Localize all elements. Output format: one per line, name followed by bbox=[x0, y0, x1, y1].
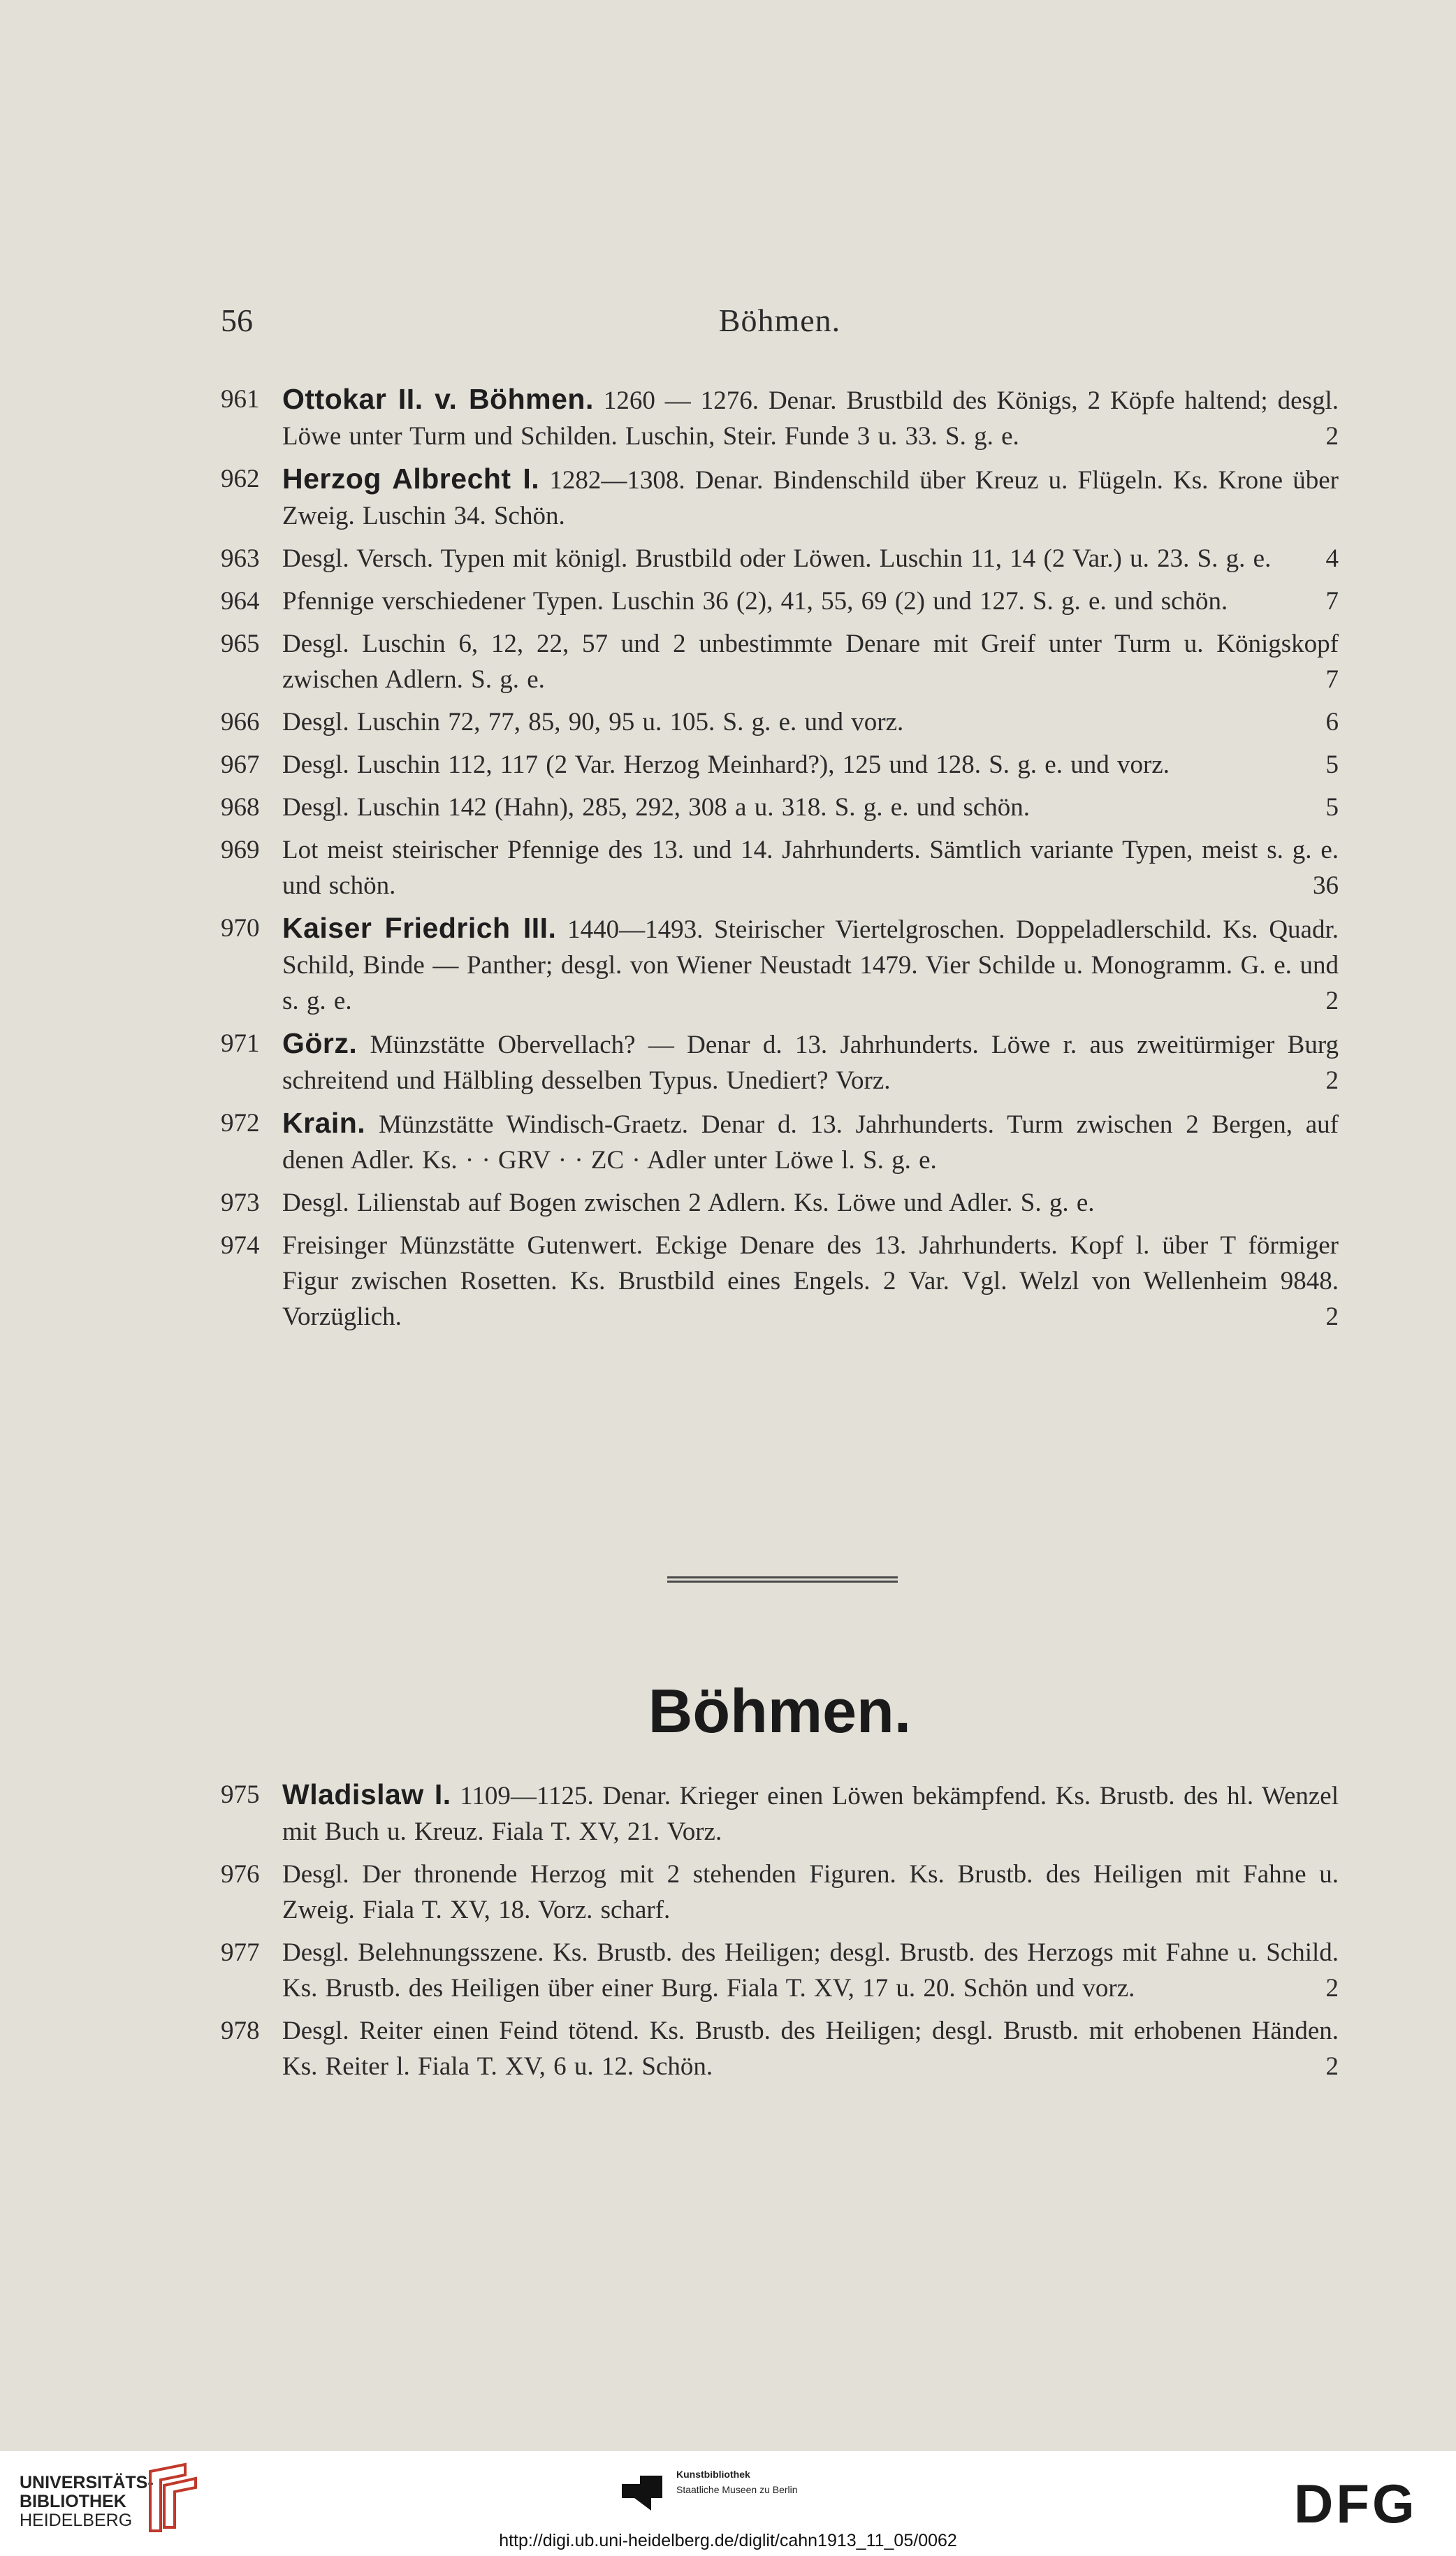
catalog-entry bbox=[221, 541, 1339, 576]
entry-description: 1109—1125. Denar. Krieger einen Löwen bekämpfend. Ks. Brustb. des hl. Wenzel mit Buch u. Kreuz. Fiala T. XV, 21. Vorz. bbox=[282, 1782, 1339, 1846]
entry-price: 5 bbox=[1325, 750, 1339, 779]
catalog-entry bbox=[221, 1185, 1339, 1221]
entry-description: Desgl. Luschin 142 (Hahn), 285, 292, 308 a u. 318. S. g. e. und schön. bbox=[282, 793, 1031, 822]
university-library-logo[interactable] bbox=[20, 2474, 154, 2530]
permalink-url[interactable]: http://digi.ub.uni-heidelberg.de/diglit/cahn1913_11_05/0062 bbox=[499, 2531, 957, 2550]
library-name-line-2: BIBLIOTHEK bbox=[20, 2492, 126, 2511]
entry-price: 2 bbox=[1325, 1302, 1339, 1331]
catalog-entry bbox=[221, 790, 1339, 825]
entry-description: Desgl. Luschin 112, 117 (2 Var. Herzog Meinhard?), 125 und 128. S. g. e. und vorz. bbox=[282, 750, 1170, 779]
entry-price: 2 bbox=[1325, 1974, 1339, 2003]
entry-price: 4 bbox=[1325, 544, 1339, 573]
entry-heading: Kaiser Friedrich III. bbox=[282, 912, 557, 944]
entry-price: 6 bbox=[1325, 708, 1339, 736]
library-name-line-1: UNIVERSITÄTS- bbox=[20, 2473, 154, 2492]
entry-description: Desgl. Versch. Typen mit königl. Brustbild oder Löwen. Luschin 11, 14 (2 Var.) u. 23. S. g. e. bbox=[282, 544, 1272, 573]
entry-heading: Wladislaw I. bbox=[282, 1778, 451, 1810]
entry-description: Münzstätte Windisch-Graetz. Denar d. 13. Jahrhunderts. Turm zwischen 2 Bergen, auf denen Adler. Ks. · · GRV · · ZC · Adler unter Löwe l. S. g. e. bbox=[282, 1110, 1339, 1175]
entry-description: Desgl. Belehnungsszene. Ks. Brustb. des Heiligen; desgl. Brustb. des Herzogs mit Fahne u. Schild. Ks. Brustb. des Heiligen über einer Burg. Fiala T. XV, 17 u. 20. Schön und vorz. bbox=[282, 1938, 1339, 2003]
catalog-entry bbox=[221, 704, 1339, 740]
entry-number: 976 bbox=[221, 1860, 260, 1889]
entry-description: Desgl. Luschin 72, 77, 85, 90, 95 u. 105. S. g. e. und vorz. bbox=[282, 708, 904, 736]
entry-price: 2 bbox=[1325, 987, 1339, 1015]
entry-description: 1440—1493. Steirischer Viertelgroschen. Doppeladlerschild. Ks. Quadr. Schild, Binde — Panther; desgl. von Wiener Neustadt 1479. Vier Schilde u. Monogramm. G. e. und s. g. e. bbox=[282, 915, 1339, 1015]
kunstbibliothek-label bbox=[676, 2467, 798, 2497]
entry-heading: Görz. bbox=[282, 1027, 358, 1059]
entry-number: 969 bbox=[221, 836, 260, 864]
catalog-entries-part2 bbox=[221, 1777, 1339, 2091]
entry-price: 7 bbox=[1325, 587, 1339, 616]
entry-price: 7 bbox=[1325, 665, 1339, 694]
entry-number: 973 bbox=[221, 1189, 260, 1217]
entry-description: Desgl. Der thronende Herzog mit 2 stehenden Figuren. Ks. Brustb. des Heiligen mit Fahne u. Zweig. Fiala T. XV, 18. Vorz. scharf. bbox=[282, 1860, 1339, 1924]
entry-number: 974 bbox=[221, 1231, 260, 1260]
entry-number: 961 bbox=[221, 385, 260, 414]
library-name-line-3: HEIDELBERG bbox=[20, 2511, 133, 2530]
entry-description: Münzstätte Obervellach? — Denar d. 13. Jahrhunderts. Löwe r. aus zweitürmiger Burg schreitend und Hälbling desselben Typus. Unediert? Vorz. bbox=[282, 1031, 1339, 1095]
entry-number: 967 bbox=[221, 750, 260, 779]
page-number: 56 bbox=[221, 303, 253, 338]
catalog-entry bbox=[221, 626, 1339, 697]
catalog-entry bbox=[221, 1228, 1339, 1335]
entry-description: 1282—1308. Denar. Bindenschild über Kreuz u. Flügeln. Ks. Krone über Zweig. Luschin 34. Schön. bbox=[282, 466, 1339, 530]
entry-description: Desgl. Lilienstab auf Bogen zwischen 2 Adlern. Ks. Löwe und Adler. S. g. e. bbox=[282, 1189, 1095, 1217]
entry-number: 970 bbox=[221, 914, 260, 943]
catalog-entry bbox=[221, 1105, 1339, 1178]
kunstbibliothek-logo-icon bbox=[620, 2470, 664, 2513]
catalog-entry bbox=[221, 382, 1339, 454]
entry-heading: Krain. bbox=[282, 1107, 366, 1139]
entry-heading: Herzog Albrecht I. bbox=[282, 463, 540, 495]
section-title: Böhmen. bbox=[648, 1676, 912, 1745]
entry-price: 2 bbox=[1325, 1066, 1339, 1095]
entry-price: 2 bbox=[1325, 422, 1339, 451]
entry-price: 36 bbox=[1313, 871, 1339, 900]
entry-description: Freisinger Münzstätte Gutenwert. Eckige Denare des 13. Jahrhunderts. Kopf l. über T förmiger Figur zwischen Rosetten. Ks. Brustbild eines Engels. 2 Var. Vgl. Welzl von Wellenheim 9848. Vorzüglich. bbox=[282, 1231, 1339, 1331]
entry-number: 964 bbox=[221, 587, 260, 616]
entry-number: 962 bbox=[221, 465, 260, 493]
entry-number: 975 bbox=[221, 1780, 260, 1809]
entry-description: 1260 — 1276. Denar. Brustbild des Königs, 2 Köpfe haltend; desgl. Löwe unter Turm und Schilden. Luschin, Steir. Funde 3 u. 33. S. g. e. bbox=[282, 386, 1339, 451]
entry-number: 965 bbox=[221, 630, 260, 658]
entry-number: 977 bbox=[221, 1938, 260, 1967]
entry-heading: Ottokar II. v. Böhmen. bbox=[282, 383, 594, 415]
entry-description: Pfennige verschiedener Typen. Luschin 36 (2), 41, 55, 69 (2) und 127. S. g. e. und schön. bbox=[282, 587, 1228, 616]
entry-price: 5 bbox=[1325, 793, 1339, 822]
entry-price: 2 bbox=[1325, 2052, 1339, 2081]
museen-name: Staatliche Museen zu Berlin bbox=[676, 2484, 798, 2495]
entry-number: 968 bbox=[221, 793, 260, 822]
running-head: Böhmen. bbox=[718, 303, 841, 338]
catalog-entry bbox=[221, 583, 1339, 619]
catalog-entry bbox=[221, 747, 1339, 783]
page-header bbox=[221, 302, 1339, 344]
entry-number: 972 bbox=[221, 1109, 260, 1138]
entry-number: 971 bbox=[221, 1029, 260, 1058]
catalog-entry bbox=[221, 1857, 1339, 1928]
catalog-entry bbox=[221, 1026, 1339, 1098]
section-divider bbox=[667, 1576, 898, 1585]
entry-number: 966 bbox=[221, 708, 260, 736]
entry-number: 963 bbox=[221, 544, 260, 573]
catalog-entry bbox=[221, 461, 1339, 534]
catalog-entry bbox=[221, 1935, 1339, 2006]
library-emblem-icon bbox=[143, 2461, 206, 2538]
catalog-entries-part1 bbox=[221, 382, 1339, 1342]
entry-number: 978 bbox=[221, 2017, 260, 2045]
catalog-entry bbox=[221, 2013, 1339, 2084]
catalog-entry bbox=[221, 1777, 1339, 1850]
entry-description: Desgl. Reiter einen Feind tötend. Ks. Brustb. des Heiligen; desgl. Brustb. mit erhobenen Händen. Ks. Reiter l. Fiala T. XV, 6 u. 12. Schön. bbox=[282, 2017, 1339, 2081]
entry-description: Lot meist steirischer Pfennige des 13. und 14. Jahrhunderts. Sämtlich variante Typen, meist s. g. e. und schön. bbox=[282, 836, 1339, 900]
kunstbibliothek-name: Kunstbibliothek bbox=[676, 2469, 750, 2480]
entry-description: Desgl. Luschin 6, 12, 22, 57 und 2 unbestimmte Denare mit Greif unter Turm u. Königskopf zwischen Adlern. S. g. e. bbox=[282, 630, 1339, 694]
catalog-entry bbox=[221, 832, 1339, 903]
dfg-logo[interactable]: DFG bbox=[1294, 2473, 1418, 2534]
catalog-entry bbox=[221, 910, 1339, 1019]
